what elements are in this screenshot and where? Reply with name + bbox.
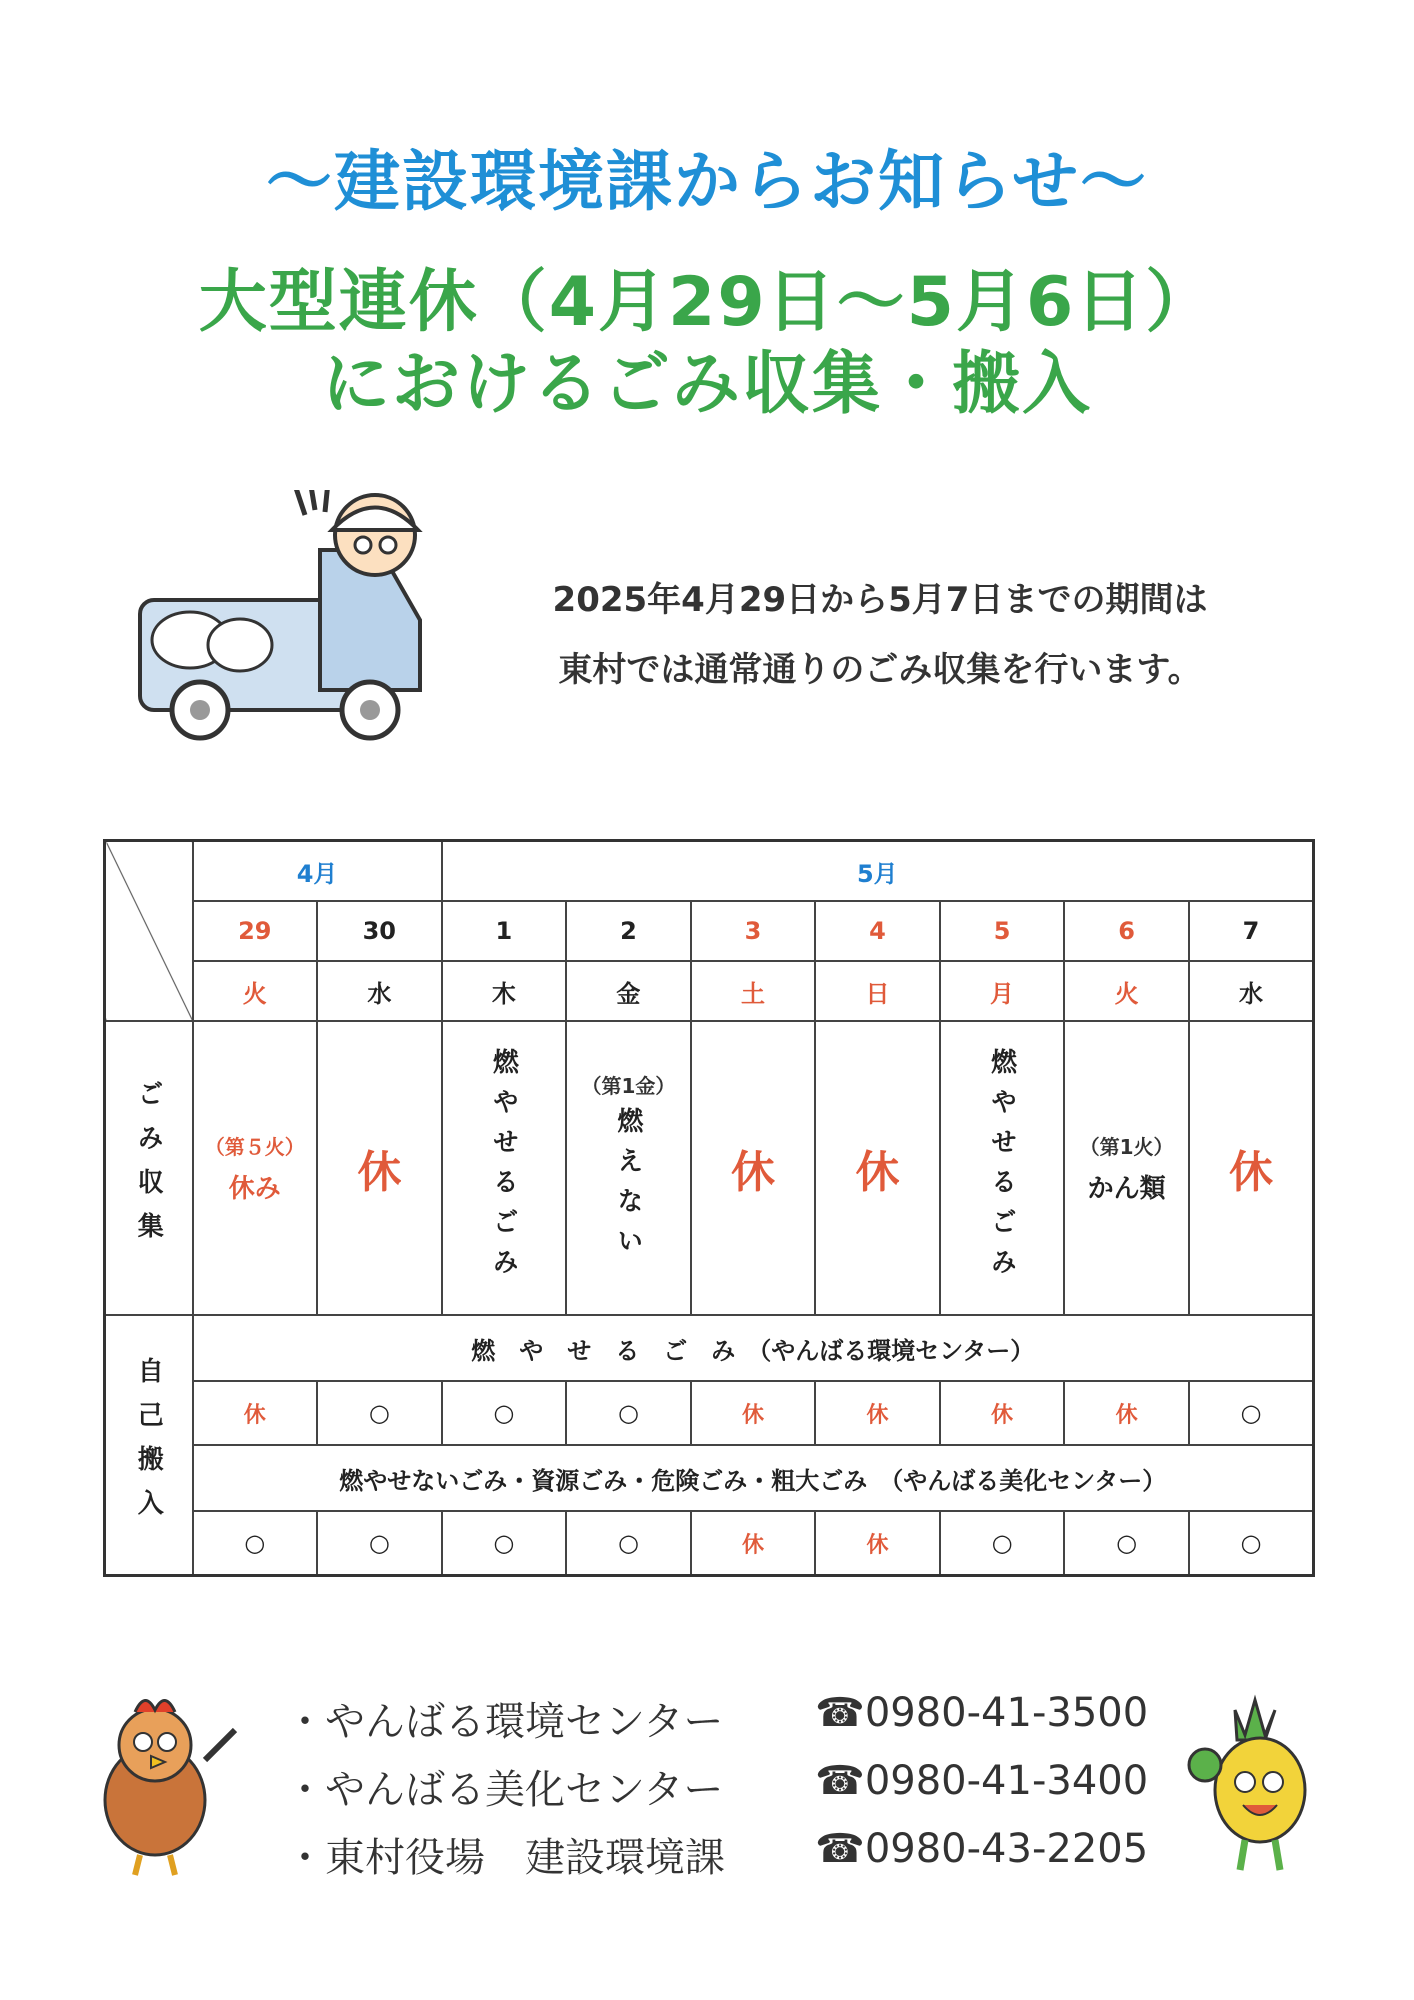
burnable-mark: 休 [193, 1381, 318, 1445]
intro-line-1: 2025年4月29日から5月7日までの期間は [552, 580, 1208, 620]
date-cell: 1 [442, 901, 567, 961]
notice-title: 〜建設環境課からお知らせ〜 [265, 143, 1149, 220]
contact-name: ・東村役場 建設環境課 [285, 1835, 725, 1881]
other-mark: ○ [193, 1511, 318, 1576]
collection-text: 休み [228, 1174, 281, 1204]
other-mark: ○ [317, 1511, 442, 1576]
collection-cell [566, 1021, 691, 1315]
burnable-band: 燃 や せ る ご み （やんばる環境センター） [193, 1315, 1314, 1381]
date-cell: 4 [815, 901, 940, 961]
burnable-mark: 休 [815, 1381, 940, 1445]
other-mark: 休 [691, 1511, 816, 1576]
other-mark: ○ [1064, 1511, 1189, 1576]
weekday-cell: 土 [691, 961, 816, 1021]
contact-name: ・やんばる環境センター [285, 1699, 724, 1745]
collection-label: ごみ収集 [105, 1021, 193, 1315]
burnable-mark: ○ [566, 1381, 691, 1445]
other-mark: ○ [1189, 1511, 1314, 1576]
weekday-cell: 月 [940, 961, 1065, 1021]
date-cell: 7 [1189, 901, 1314, 961]
other-mark: ○ [442, 1511, 567, 1576]
collection-cell [193, 1021, 318, 1315]
collection-cell: 燃やせるごみ [442, 1021, 567, 1315]
collection-note: （第1火） [1079, 1135, 1174, 1159]
weekday-row [105, 961, 1314, 1021]
date-cell: 6 [1064, 901, 1189, 961]
burnable-mark-row [105, 1381, 1314, 1445]
weekday-cell: 火 [193, 961, 318, 1021]
date-cell: 5 [940, 901, 1065, 961]
weekday-cell: 木 [442, 961, 567, 1021]
collection-text: 燃えない [612, 1106, 643, 1267]
weekday-cell: 水 [1189, 961, 1314, 1021]
other-waste-band: 燃やせないごみ・資源ごみ・危険ごみ・粗大ごみ （やんばる美化センター） [193, 1445, 1314, 1511]
other-mark: ○ [566, 1511, 691, 1576]
month-april: 4月 [193, 841, 442, 902]
collection-cell [1064, 1021, 1189, 1315]
schedule-table [103, 839, 1315, 1577]
subtitle-line-1: 大型連休（4月29日〜5月6日） [198, 263, 1216, 342]
date-cell: 29 [193, 901, 318, 961]
contact-name: ・やんばる美化センター [285, 1767, 724, 1813]
weekday-cell: 水 [317, 961, 442, 1021]
contact-phone[interactable]: ☎0980-41-3400 [815, 1758, 1149, 1804]
collection-cell: 休 [815, 1021, 940, 1315]
burnable-mark: ○ [442, 1381, 567, 1445]
contact-item [285, 1816, 1185, 1884]
pineapple-mascot-illustration [1175, 1690, 1335, 1880]
collection-note: （第1金） [581, 1073, 676, 1098]
burnable-mark: 休 [691, 1381, 816, 1445]
collection-cell: 休 [317, 1021, 442, 1315]
weekday-cell: 火 [1064, 961, 1189, 1021]
burnable-mark: ○ [1189, 1381, 1314, 1445]
collection-text: かん類 [1087, 1174, 1166, 1204]
burnable-mark: 休 [1064, 1381, 1189, 1445]
burnable-mark: ○ [317, 1381, 442, 1445]
contact-item [285, 1748, 1185, 1816]
contact-item [285, 1680, 1185, 1748]
date-cell: 30 [317, 901, 442, 961]
contact-phone[interactable]: ☎0980-43-2205 [815, 1826, 1149, 1872]
collection-row [105, 1021, 1314, 1315]
garbage-truck-illustration [120, 490, 450, 760]
contact-phone[interactable]: ☎0980-41-3500 [815, 1690, 1149, 1736]
intro-line-2: 東村では通常通りのごみ収集を行います。 [558, 650, 1202, 690]
other-mark-row [105, 1511, 1314, 1576]
date-cell: 2 [566, 901, 691, 961]
month-may: 5月 [442, 841, 1314, 902]
table-corner [105, 841, 193, 1022]
other-mark: ○ [940, 1511, 1065, 1576]
weekday-cell: 日 [815, 961, 940, 1021]
intro-text [480, 565, 1280, 705]
contact-list [285, 1680, 1185, 1884]
date-row [105, 901, 1314, 961]
self-delivery-label: 自己搬入 [105, 1315, 193, 1576]
rooster-mascot-illustration [85, 1690, 245, 1880]
collection-note: （第５火） [204, 1135, 305, 1159]
notice-subtitle [0, 262, 1414, 426]
collection-cell: 燃やせるごみ [940, 1021, 1065, 1315]
burnable-mark: 休 [940, 1381, 1065, 1445]
date-cell: 3 [691, 901, 816, 961]
subtitle-line-2: におけるごみ収集・搬入 [321, 345, 1092, 424]
collection-cell: 休 [691, 1021, 816, 1315]
other-mark: 休 [815, 1511, 940, 1576]
collection-cell: 休 [1189, 1021, 1314, 1315]
weekday-cell: 金 [566, 961, 691, 1021]
